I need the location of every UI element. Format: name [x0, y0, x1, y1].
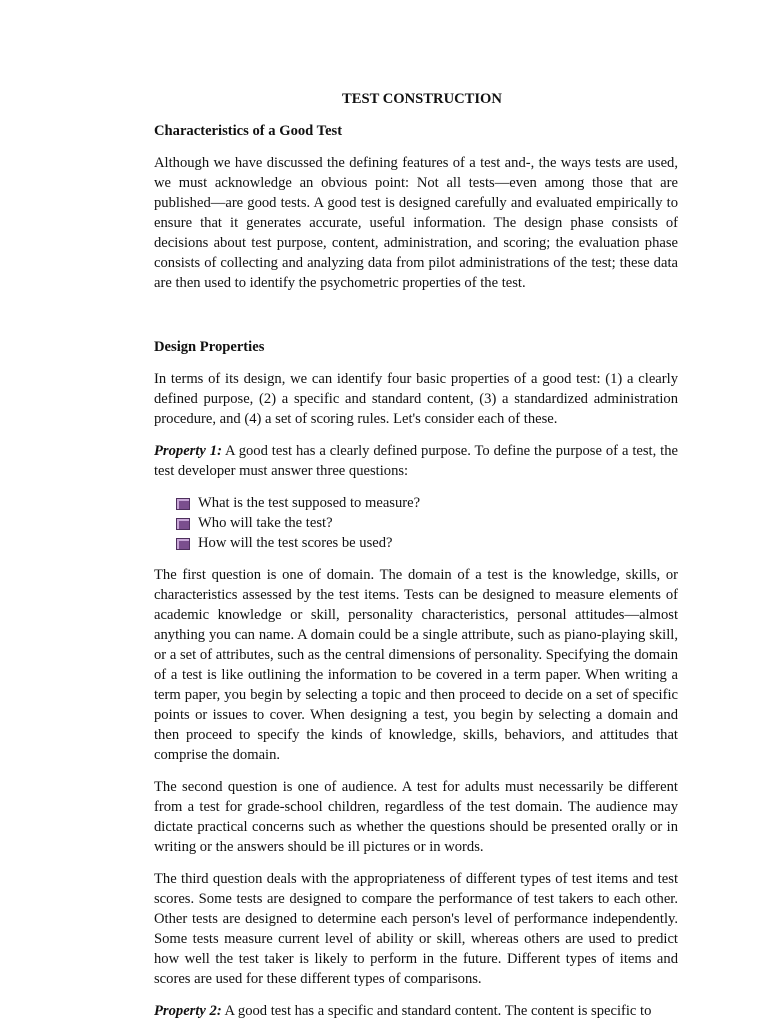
- property-1-label: Property 1:: [154, 443, 222, 459]
- paragraph-usage: The third question deals with the appropriateness of different types of test items and test scores. Some tests are designed to compare the performance of test takers to each other. Other tests are designed to determine each person's level of performance independently. Some tests measure current level of ability or skill, whereas others are used to predict how well the test taker is likely to perform in the future. Different types of items and scores are used for these different types of comparisons.: [154, 871, 678, 987]
- question-text: Who will take the test?: [198, 515, 333, 531]
- paragraph-domain: The first question is one of domain. The domain of a test is the knowledge, skills, or characteristics assessed by the test items. Tests can be designed to measure elements of academic knowledge or skill, personality characteristics, personal attitudes—almost anything you can name. A domain could be a single attribute, such as piano-playing skill, or a set of attributes, such as the central dimensions of personality. Specifying the domain of a test is like outlining the information to be covered in a term paper. When writing a term paper, you begin by selecting a topic and then proceed to decide on a set of specific points or issues to cover. When designing a test, you begin by selecting a domain and then proceed to specify the kinds of knowledge, skills, behaviors, and attitudes that comprise the domain.: [154, 567, 678, 763]
- paragraph-design-intro: In terms of its design, we can identify four basic properties of a good test: (1) a clearly defined purpose, (2) a specific and standard content, (3) a standardized administration procedure, and (4) a set of scoring rules. Let's consider each of these.: [154, 371, 678, 427]
- paragraph-characteristics: Although we have discussed the defining features of a test and-, the ways tests are used, we must acknowledge an obvious point: Not all tests—even among those that are published—are good tests. A good test is designed carefully and evaluated empirically to ensure that it generates accurate, useful information. The design phase consists of decisions about test purpose, content, administration, and scoring; the evaluation phase consists of collecting and analyzing data from pilot administrations of the test; these data are then used to identify the psychometric properties of the test.: [154, 155, 678, 291]
- list-item: [176, 493, 678, 513]
- property-2-text: A good test has a specific and standard content. The content is specific to: [221, 1003, 652, 1019]
- list-item: [176, 513, 678, 533]
- property-1-text: A good test has a clearly defined purpose. To define the purpose of a test, the test developer must answer three questions:: [154, 443, 678, 479]
- page-title: TEST CONSTRUCTION: [342, 91, 502, 107]
- square-bullet-icon: [176, 538, 190, 550]
- list-item: [176, 533, 678, 553]
- property-2-label: Property 2:: [154, 1003, 222, 1019]
- section-heading-characteristics: Characteristics of a Good Test: [154, 123, 343, 139]
- paragraph-property-1: [154, 441, 678, 481]
- square-bullet-icon: [176, 498, 190, 510]
- question-text: What is the test supposed to measure?: [198, 495, 421, 511]
- paragraph-audience: The second question is one of audience. A test for adults must necessarily be different from a test for grade-school children, regardless of the test domain. The audience may dictate practical concerns such as whether the questions should be presented orally or in writing or the answers should be ill pictures or in words.: [154, 779, 678, 855]
- section-spacer: [154, 305, 678, 337]
- section-heading-design-properties: Design Properties: [154, 339, 265, 355]
- questions-list: [154, 493, 678, 553]
- document-body: [154, 89, 678, 1024]
- paragraph-property-2: [154, 1001, 678, 1021]
- question-text: How will the test scores be used?: [198, 535, 393, 551]
- square-bullet-icon: [176, 518, 190, 530]
